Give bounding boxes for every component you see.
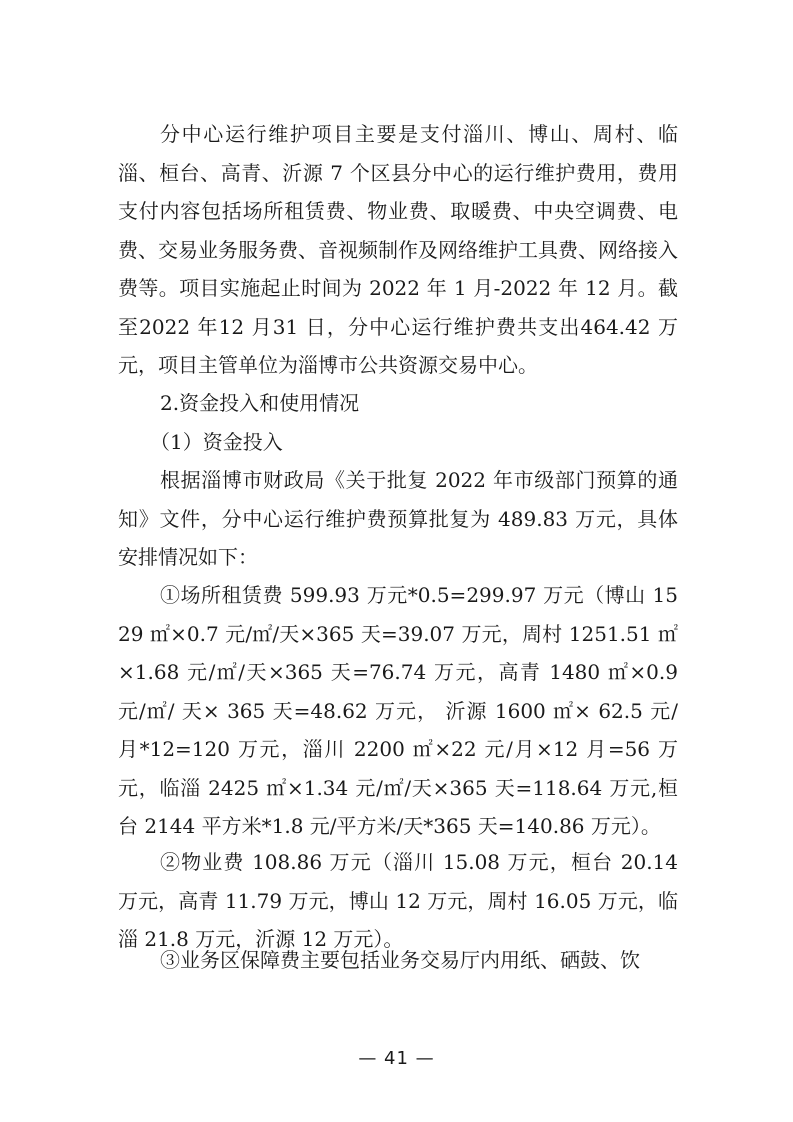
- paragraph-venue-rental-fee: ①场所租赁费 599.93 万元*0.5=299.97 万元（博山 1529 ㎡×0.7 元/㎡/天×365 天=39.07 万元，周村 1251.51 ㎡×1.68 元/㎡/天×365 天=76.74 万元，高青 1480 ㎡×0.9 元/㎡/ 天× 365 天=48.62 万元， 沂源 1600 ㎡× 62.5 元/ 月*12=120 万元，淄川 2200 ㎡×22 元/月×12 月=56 万元，临淄 2425 ㎡×1.34 元/㎡/天×365 天=118.64 万元,桓台 2144 平方米*1.8 元/平方米/天*365 天=140.86 万元）。: [118, 583, 678, 838]
- page-number: — 41 —: [358, 1048, 435, 1069]
- paragraph-project-overview: 分中心运行维护项目主要是支付淄川、博山、周村、临淄、桓台、高青、沂源 7 个区县分中心的运行维护费用，费用支付内容包括场所租赁费、物业费、取暖费、中央空调费、电费、交易业务服务费、音视频制作及网络维护工具费、网络接入费等。项目实施起止时间为 2022 年 1 月-2022 年 12 月。截至2022 年12 月31 日，分中心运行维护费共支出464.42 万元，项目主管单位为淄博市公共资源交易中心。: [118, 122, 678, 377]
- subsection-heading-funding-input: （1）资金投入: [150, 430, 283, 454]
- paragraph-budget-approval: 根据淄博市财政局《关于批复 2022 年市级部门预算的通知》文件，分中心运行维护费预算批复为 489.83 万元，具体安排情况如下：: [118, 468, 678, 569]
- paragraph-property-fee: ②物业费 108.86 万元（淄川 15.08 万元，桓台 20.14 万元，高青 11.79 万元，博山 12 万元，周村 16.05 万元，临淄 21.8 万元，沂源 12 万元）。: [118, 850, 678, 951]
- section-heading-funding-and-usage: 2.资金投入和使用情况: [160, 391, 360, 415]
- paragraph-business-area-support-fee: ③业务区保障费主要包括业务交易厅内用纸、硒鼓、饮: [160, 948, 640, 972]
